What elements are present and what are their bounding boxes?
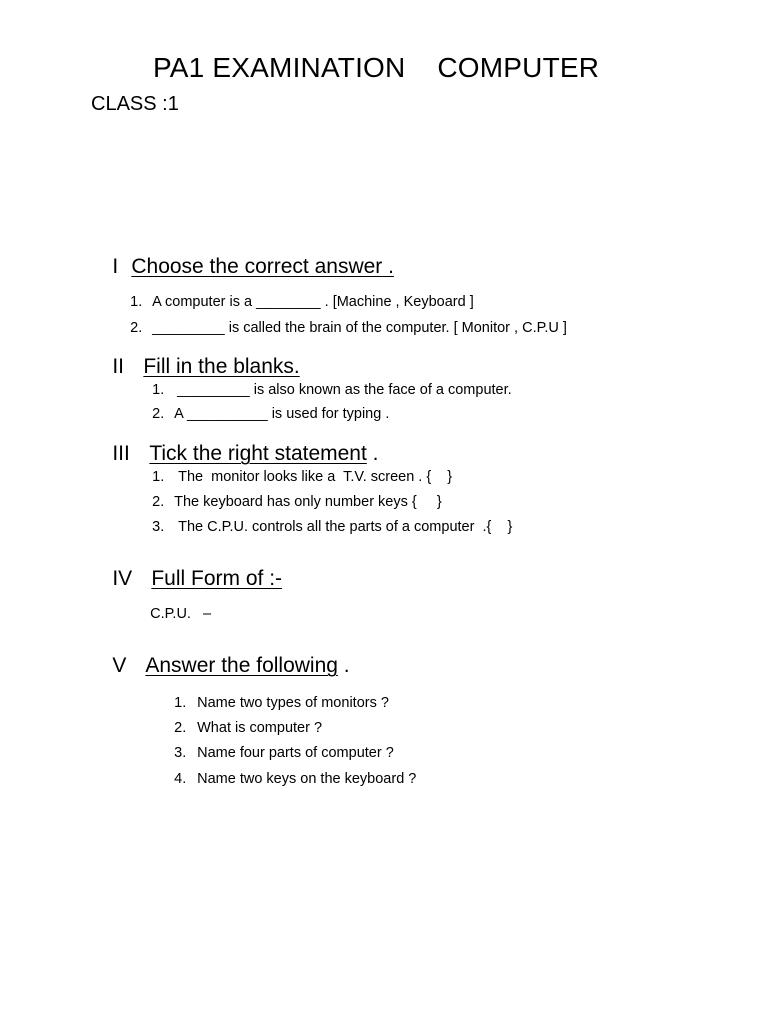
page-title: PA1 EXAMINATION COMPUTER — [153, 52, 600, 83]
question-text: The keyboard has only number keys { } — [174, 494, 442, 510]
question-number: 1. — [174, 695, 187, 711]
question-number: 3. — [174, 745, 187, 761]
question-text: Name four parts of computer ? — [197, 745, 394, 761]
question-text: A __________ is used for typing . — [174, 406, 390, 422]
question-text: Name two keys on the keyboard ? — [197, 771, 417, 787]
question-number: 2. — [174, 720, 187, 736]
question-text: _________ is also known as the face of a computer. — [177, 382, 512, 398]
question-number: 2. — [152, 494, 165, 510]
question-number: 4. — [174, 771, 187, 787]
question-number: 1. — [152, 469, 165, 485]
class-label: CLASS :1 — [91, 93, 179, 115]
question-number: 1. — [130, 294, 143, 310]
question-text: Name two types of monitors ? — [197, 695, 389, 711]
question-text: The monitor looks like a T.V. screen . { } — [178, 469, 453, 485]
question-text: The C.P.U. controls all the parts of a computer .{ } — [178, 519, 513, 535]
section-title-suffix: . — [366, 442, 379, 465]
question-number: 2. — [152, 406, 165, 422]
section-numeral: III — [112, 442, 130, 465]
question-number: 1. — [152, 382, 165, 398]
section-title-suffix: . — [337, 654, 350, 677]
question-text: A computer is a ________ . [Machine , Keyboard ] — [152, 294, 474, 310]
question-item — [158, 749, 416, 809]
section-numeral: II — [112, 355, 125, 378]
question-number: 3. — [152, 519, 165, 535]
section-numeral: V — [112, 654, 127, 677]
section-title: Fill in the blanks. — [143, 355, 300, 378]
section-title: Choose the correct answer . — [131, 255, 394, 278]
section-title: Answer the following — [145, 654, 338, 677]
question-text: What is computer ? — [197, 720, 323, 736]
section-numeral: I — [112, 255, 119, 278]
section-title: Full Form of :- — [151, 567, 283, 590]
question-text: C.P.U. – — [150, 606, 212, 622]
section-numeral: IV — [112, 567, 133, 590]
question-number: 2. — [130, 320, 143, 336]
section-title: Tick the right statement — [149, 442, 367, 465]
question-text: _________ is called the brain of the computer. [ Monitor , C.P.U ] — [152, 320, 567, 336]
